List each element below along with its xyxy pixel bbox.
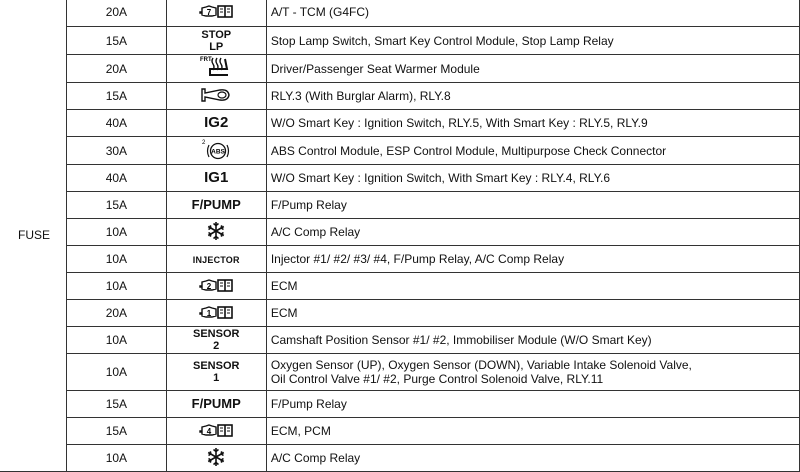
table-row [0,165,800,192]
description-cell: Oxygen Sensor (UP), Oxygen Sensor (DOWN), Variable Intake Solenoid Valve, Oil Control Valve #1/ #2, Purge Control Solenoid Valve, RLY.11 [266,354,799,391]
table-row [0,354,800,391]
amp-cell: 15A [67,192,167,219]
table-row [0,391,800,418]
amp-cell: 10A [67,327,167,354]
horn-icon [200,86,232,104]
snowflake-icon [206,221,226,241]
description-cell: Camshaft Position Sensor #1/ #2, Immobiliser Module (W/O Smart Key) [266,327,799,354]
amp-cell: 40A [67,165,167,192]
table-row [0,246,800,273]
engine-book-icon [198,277,234,293]
table-row [0,327,800,354]
amp-cell: 15A [67,418,167,445]
amp-cell: 10A [67,445,167,472]
amp-cell: 20A [67,0,167,27]
icon-cell [166,418,266,445]
description-cell: F/Pump Relay [266,192,799,219]
icon-cell [166,354,266,391]
icon-cell [166,0,266,27]
icon-cell [166,327,266,354]
fpump-label: F/PUMP [191,197,241,212]
icon-cell [166,300,266,327]
amp-cell: 20A [67,300,167,327]
table-row [0,83,800,110]
description-cell: W/O Smart Key : Ignition Switch, With Smart Key : RLY.4, RLY.6 [266,165,799,192]
description-cell: W/O Smart Key : Ignition Switch, RLY.5, With Smart Key : RLY.5, RLY.9 [266,110,799,137]
description-cell: RLY.3 (With Burglar Alarm), RLY.8 [266,83,799,110]
icon-cell [166,137,266,165]
snowflake-icon [206,447,226,467]
icon-cell [166,391,266,418]
amp-cell: 10A [67,273,167,300]
engine-book-icon [198,422,234,438]
engine-icon-number: 2 [207,281,212,291]
description-cell: ECM, PCM [266,418,799,445]
table-row [0,219,800,246]
description-cell: ABS Control Module, ESP Control Module, Multipurpose Check Connector [266,137,799,165]
injector-label: INJECTOR [192,255,240,265]
abs-icon [201,137,231,161]
icon-cell [166,246,266,273]
engine-icon-number: 1 [207,308,212,318]
table-row [0,445,800,472]
description-cell: ECM [266,273,799,300]
ig1-label: IG1 [204,169,229,186]
description-cell: A/C Comp Relay [266,445,799,472]
table-row [0,192,800,219]
engine-icon-number: 7 [207,7,212,17]
amp-cell: 15A [67,391,167,418]
amp-cell: 30A [67,137,167,165]
icon-cell [166,192,266,219]
icon-cell [166,83,266,110]
icon-cell [166,273,266,300]
amp-cell: 10A [67,246,167,273]
abs-icon-number: 2 [202,140,206,146]
seat-warmer-frt-label: FRT [200,57,212,63]
table-row [0,110,800,137]
description-cell: Stop Lamp Switch, Smart Key Control Module, Stop Lamp Relay [266,27,799,55]
fuse-group-label: FUSE [0,0,67,472]
table-row [0,55,800,83]
table-row [0,418,800,445]
table-row [0,0,800,27]
sensor2-label: SENSOR 2 [193,328,240,352]
engine-book-icon [198,304,234,320]
description-cell: Injector #1/ #2/ #3/ #4, F/Pump Relay, A/C Comp Relay [266,246,799,273]
fpump-label: F/PUMP [191,396,241,411]
sensor1-label: SENSOR 1 [193,360,240,384]
seat-warmer-icon [199,55,233,79]
engine-icon-number: 4 [207,426,212,436]
icon-cell [166,110,266,137]
ig2-label: IG2 [204,114,229,131]
table-row [0,27,800,55]
amp-cell: 40A [67,110,167,137]
icon-cell [166,55,266,83]
description-cell: A/T - TCM (G4FC) [266,0,799,27]
icon-cell [166,445,266,472]
description-cell: F/Pump Relay [266,391,799,418]
abs-icon-text: ABS [211,148,226,156]
engine-book-icon [198,3,234,19]
icon-cell [166,165,266,192]
table-row [0,137,800,165]
stop-lp-label: STOP LP [201,28,232,53]
amp-cell: 15A [67,83,167,110]
description-cell: A/C Comp Relay [266,219,799,246]
amp-cell: 20A [67,55,167,83]
icon-cell [166,219,266,246]
icon-cell [166,27,266,55]
amp-cell: 15A [67,27,167,55]
table-row [0,300,800,327]
description-cell: ECM [266,300,799,327]
description-cell: Driver/Passenger Seat Warmer Module [266,55,799,83]
table-row [0,273,800,300]
amp-cell: 10A [67,354,167,391]
amp-cell: 10A [67,219,167,246]
